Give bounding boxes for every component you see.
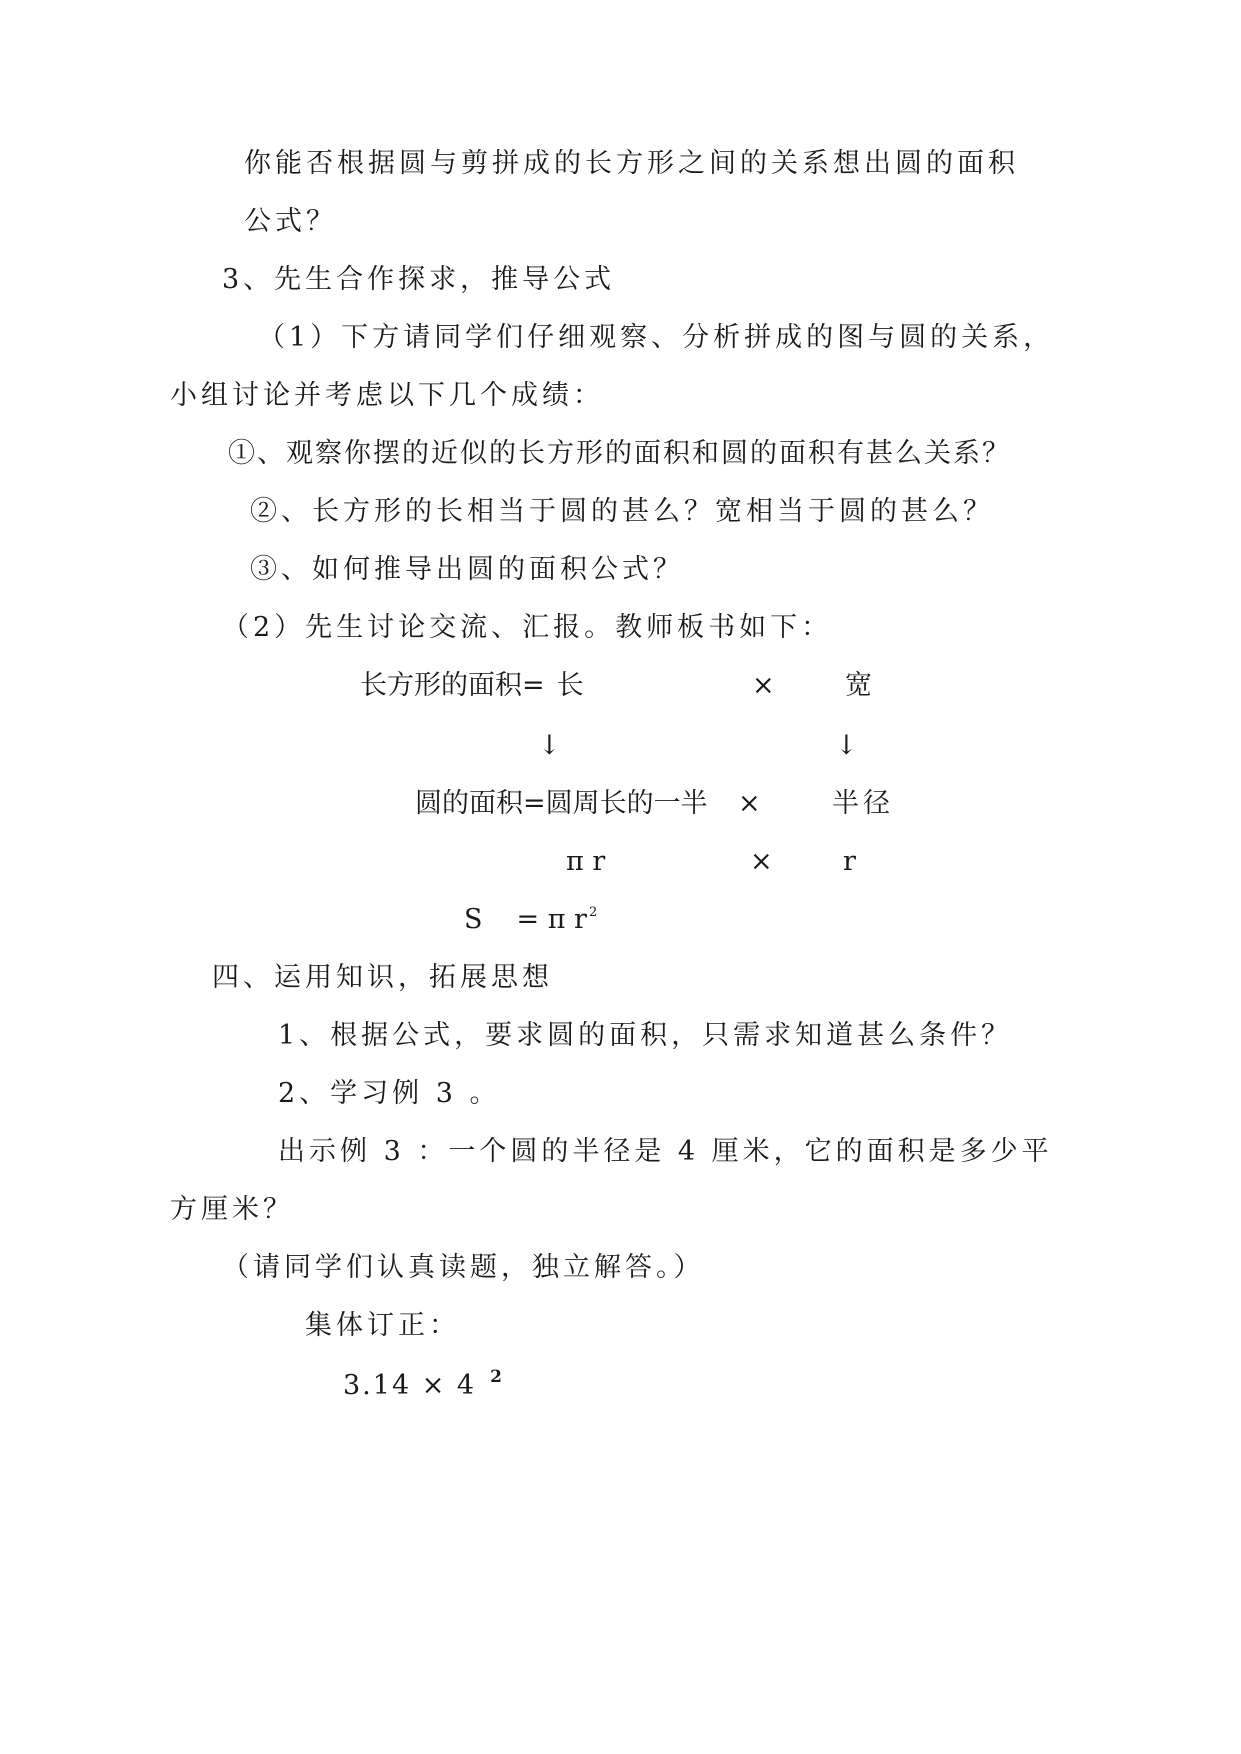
rect-area-text: 长方形的面积= xyxy=(360,670,545,701)
question-1: ①、观察你摆的近似的长方形的面积和圆的面积有甚么关系？ xyxy=(228,438,1011,469)
radius-text: 半径 xyxy=(832,788,894,819)
question-2: ②、长方形的长相当于圆的甚么？宽相当于圆的甚么？ xyxy=(250,496,994,527)
width-text: 宽 xyxy=(845,670,872,701)
arrow-down-icon: ↓ xyxy=(835,730,858,761)
times-sign-1: × xyxy=(752,670,775,701)
section-4-item-1: 1、根据公式，要求圆的面积，只需求知道甚么条件？ xyxy=(278,1020,1013,1051)
times-sign-2: × xyxy=(738,788,761,819)
area-formula xyxy=(464,902,597,943)
pi-r-formula: = π r xyxy=(516,904,587,935)
arrow-down-icon: ↓ xyxy=(538,730,561,761)
section-3-heading: 3、先生合作探求，推导公式 xyxy=(222,264,616,295)
paragraph-question-line-1: 你能否根据圆与剪拼成的长方形之间的关系想出圆的面积 xyxy=(244,148,1019,179)
s-symbol: S xyxy=(464,904,483,935)
paragraph-question-line-2: 公式？ xyxy=(244,206,337,237)
times-sign-3: × xyxy=(750,846,773,877)
calculation xyxy=(343,1368,504,1407)
paragraph-observe-line-1: （1）下方请同学们仔细观察、分析拼成的图与圆的关系， xyxy=(258,322,1055,353)
section-4-item-2: 2、学习例 3 。 xyxy=(278,1078,501,1109)
question-3: ③、如何推导出圆的面积公式？ xyxy=(250,554,684,585)
length-text: 长 xyxy=(556,670,584,701)
calculation-exponent: 2 xyxy=(490,1367,504,1387)
calculation-expression: 3.14 × 4 xyxy=(343,1370,477,1401)
paragraph-observe-line-2: 小组讨论并考虑以下几个成绩： xyxy=(170,380,604,411)
instruction-text: （请同学们认真读题，独立解答。） xyxy=(222,1252,705,1283)
r-text: r xyxy=(843,846,856,877)
squared-exponent: 2 xyxy=(588,905,598,920)
formula-rect-area-label xyxy=(360,668,584,704)
paragraph-report: （2）先生讨论交流、汇报。教师板书如下： xyxy=(222,612,833,643)
section-4-heading: 四、运用知识，拓展思想 xyxy=(212,962,553,993)
example-3-line-1: 出示例 3 ：一个圆的半径是 4 厘米，它的面积是多少平 xyxy=(278,1136,1053,1167)
example-3-line-2: 方厘米？ xyxy=(170,1194,294,1225)
circle-area-label: 圆的面积=圆周长的一半 xyxy=(415,788,708,819)
correction-label: 集体订正： xyxy=(305,1310,460,1341)
pi-r-text: π r xyxy=(566,846,606,877)
